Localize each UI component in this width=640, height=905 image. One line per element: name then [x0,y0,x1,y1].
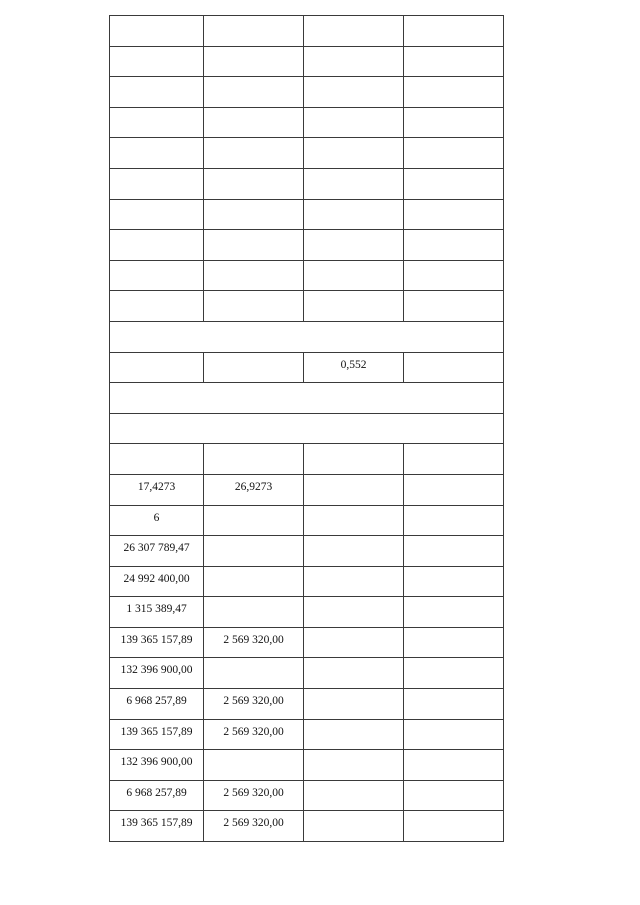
table-cell [204,291,304,322]
cell-text [404,536,503,541]
table-cell [304,780,404,811]
table-cell [304,566,404,597]
cell-text [404,720,503,725]
cell-text [110,322,503,327]
table-cell [110,77,204,108]
cell-text [304,750,403,755]
table-cell [110,505,204,536]
table-cell [204,658,304,689]
table-cell [110,46,204,77]
table-cell [110,168,204,199]
table-cell [404,566,504,597]
cell-text: 1 315 389,47 [126,603,187,616]
table-cell [304,750,404,781]
cell-text: 26 307 789,47 [123,542,190,555]
cell-text [404,77,503,82]
cell-text [110,230,203,235]
merged-cell [110,321,504,352]
table-cell [204,719,304,750]
table-cell [304,505,404,536]
cell-text [304,444,403,449]
cell-text [404,567,503,572]
cell-text [204,108,303,113]
data-table [109,15,504,842]
table-row [110,138,504,169]
cell-text: 17,4273 [137,480,176,493]
table-row [110,413,504,444]
cell-text: 2 569 320,00 [223,725,284,738]
cell-text [404,261,503,266]
cell-text [404,506,503,511]
table-cell [304,811,404,842]
table-row [110,46,504,77]
cell-text [204,658,303,663]
cell-text [404,628,503,633]
table-cell [204,627,304,658]
table-cell [304,444,404,475]
table-row [110,321,504,352]
table-cell [204,260,304,291]
table-row [110,16,504,47]
cell-text [304,506,403,511]
table-cell [304,597,404,628]
table-cell [110,627,204,658]
table-row [110,719,504,750]
table-row [110,597,504,628]
cell-text [110,291,203,296]
table-cell [404,107,504,138]
cell-text [304,720,403,725]
table-cell [204,505,304,536]
table-cell [204,536,304,567]
table-cell [404,627,504,658]
cell-text [304,230,403,235]
table-cell [204,168,304,199]
cell-text [204,536,303,541]
table-cell [304,16,404,47]
cell-text: 2 569 320,00 [223,817,284,830]
table-cell [204,352,304,383]
cell-text [404,108,503,113]
cell-text [204,200,303,205]
table-row [110,199,504,230]
cell-text [110,200,203,205]
cell-text [204,77,303,82]
cell-text [304,169,403,174]
table-cell [304,107,404,138]
cell-text [304,475,403,480]
table-cell [204,811,304,842]
cell-text [204,353,303,358]
table-row [110,444,504,475]
table-cell [404,536,504,567]
table-cell [110,138,204,169]
table-cell [110,230,204,261]
table-cell [404,16,504,47]
table-row [110,383,504,414]
table-cell [404,811,504,842]
table-row [110,689,504,720]
cell-text [110,77,203,82]
cell-text [404,750,503,755]
table-cell [204,138,304,169]
cell-text [404,353,503,358]
table-cell [304,260,404,291]
table-cell [110,474,204,505]
cell-text [404,47,503,52]
table-body [110,16,504,842]
cell-text: 6 968 257,89 [126,695,187,708]
table-cell [204,780,304,811]
cell-text [404,291,503,296]
table-cell [204,597,304,628]
table-cell [404,230,504,261]
cell-text [404,444,503,449]
table-cell [110,536,204,567]
table-cell [404,168,504,199]
cell-text [404,138,503,143]
cell-text [404,230,503,235]
table-cell [110,291,204,322]
table-cell [304,474,404,505]
cell-text: 2 569 320,00 [223,786,284,799]
cell-text: 132 396 900,00 [120,756,193,769]
table-cell [304,536,404,567]
cell-text [304,781,403,786]
table-cell [204,16,304,47]
cell-text [204,138,303,143]
table-cell [404,719,504,750]
table-cell [204,566,304,597]
cell-text [404,811,503,816]
cell-text: 6 968 257,89 [126,786,187,799]
table-cell [304,168,404,199]
table-cell [304,689,404,720]
table-cell [404,46,504,77]
table-cell [110,260,204,291]
merged-cell [110,383,504,414]
table-cell [204,46,304,77]
cell-text [110,16,203,21]
table-row [110,750,504,781]
table-cell [404,199,504,230]
table-cell [304,230,404,261]
table-cell [304,627,404,658]
table-cell [404,474,504,505]
table-row [110,168,504,199]
cell-text [304,811,403,816]
cell-text [404,169,503,174]
cell-text [110,414,503,419]
cell-text [110,47,203,52]
table-cell [110,719,204,750]
table-cell [110,597,204,628]
table-row [110,260,504,291]
table-cell [204,199,304,230]
table-row [110,474,504,505]
table-cell [404,77,504,108]
cell-text [304,628,403,633]
cell-text [204,567,303,572]
table-cell [404,260,504,291]
table-row [110,352,504,383]
cell-text [404,16,503,21]
table-cell [404,352,504,383]
table-cell [204,689,304,720]
cell-text [204,261,303,266]
merged-cell [110,413,504,444]
table-cell [404,138,504,169]
table-cell [110,689,204,720]
cell-text [304,108,403,113]
table-row [110,230,504,261]
cell-text [304,16,403,21]
table-cell [304,199,404,230]
table-cell [404,689,504,720]
cell-text: 139 365 157,89 [120,633,193,646]
table-row [110,811,504,842]
cell-text [404,200,503,205]
cell-text [204,47,303,52]
cell-text [404,597,503,602]
cell-text: 26,9273 [234,480,273,493]
table-cell [110,16,204,47]
table-cell [204,444,304,475]
table-cell [110,199,204,230]
table-row [110,107,504,138]
cell-text [304,200,403,205]
table-row [110,505,504,536]
cell-text [304,597,403,602]
cell-text [304,47,403,52]
cell-text [110,353,203,358]
table-cell [110,107,204,138]
cell-text: 132 396 900,00 [120,664,193,677]
cell-text [304,658,403,663]
table-cell [110,658,204,689]
table-cell [110,566,204,597]
table-cell [404,750,504,781]
cell-text [404,475,503,480]
cell-text [304,77,403,82]
table-cell [110,811,204,842]
cell-text [110,383,503,388]
cell-text [304,138,403,143]
cell-text: 139 365 157,89 [120,817,193,830]
cell-text [110,169,203,174]
cell-text [204,444,303,449]
table-cell [204,77,304,108]
table-cell [204,107,304,138]
cell-text [204,597,303,602]
cell-text [304,689,403,694]
table-row [110,77,504,108]
cell-text: 2 569 320,00 [223,695,284,708]
table-cell [404,597,504,628]
cell-text [204,291,303,296]
table-cell [404,505,504,536]
table-cell [404,444,504,475]
cell-text [110,444,203,449]
cell-text [204,750,303,755]
table-cell [110,750,204,781]
cell-text [304,536,403,541]
table-row [110,566,504,597]
cell-text: 6 [153,511,160,524]
table-row [110,627,504,658]
cell-text [110,261,203,266]
table-cell [304,352,404,383]
table-cell [304,77,404,108]
table-row [110,658,504,689]
table-cell [404,780,504,811]
cell-text [110,108,203,113]
table-cell [304,291,404,322]
table-cell [304,658,404,689]
cell-text: 2 569 320,00 [223,633,284,646]
cell-text [404,781,503,786]
table-cell [304,719,404,750]
table-cell [110,444,204,475]
table-row [110,291,504,322]
table-cell [304,138,404,169]
cell-text [204,169,303,174]
table-cell [204,750,304,781]
table-cell [204,230,304,261]
cell-text [110,138,203,143]
table-row [110,536,504,567]
table-row [110,780,504,811]
cell-text [404,689,503,694]
cell-text [204,16,303,21]
cell-text: 24 992 400,00 [123,572,190,585]
table-cell [204,474,304,505]
cell-text [304,567,403,572]
cell-text [404,658,503,663]
cell-text [204,506,303,511]
table-cell [110,352,204,383]
cell-text [304,261,403,266]
table-cell [110,780,204,811]
cell-text [204,230,303,235]
table-cell [404,291,504,322]
cell-text: 0,552 [340,358,367,371]
cell-text [304,291,403,296]
table-cell [404,658,504,689]
table-cell [304,46,404,77]
cell-text: 139 365 157,89 [120,725,193,738]
